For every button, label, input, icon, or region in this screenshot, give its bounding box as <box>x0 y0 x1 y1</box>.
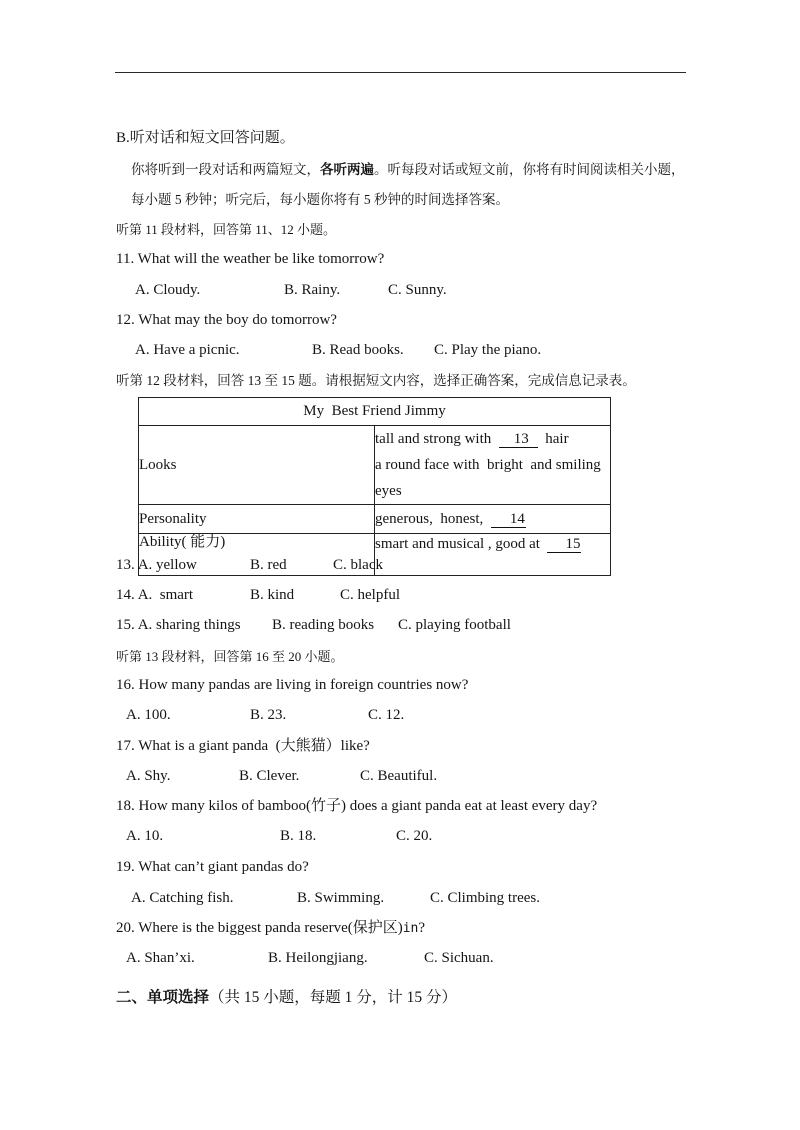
question-number: 15. <box>116 617 135 633</box>
question-16: 16. How many pandas are living in foreign countries now? <box>116 677 469 693</box>
instructions-line-2: 每小题 5 秒钟；听完后，每小题你将有 5 秒钟的时间选择答案。 <box>131 192 509 207</box>
looks-line-1 <box>375 426 610 452</box>
row-value-looks <box>375 426 611 505</box>
question-12-options <box>0 341 800 359</box>
option-a <box>116 616 241 634</box>
header-rule <box>115 72 686 73</box>
option-a-text: A. sharing things <box>137 617 241 633</box>
option-a: A. Shan’xi. <box>126 950 195 966</box>
option-b: B. 23. <box>250 707 287 723</box>
option-c: C. helpful <box>340 587 400 603</box>
table-row <box>139 426 611 505</box>
option-c: C. Sichuan. <box>424 950 494 966</box>
option-c: C. Climbing trees. <box>430 890 540 906</box>
option-b: B. red <box>250 557 287 573</box>
question-18-options <box>0 827 800 845</box>
row-value-personality <box>375 505 611 534</box>
question-17-options <box>0 767 800 785</box>
option-b: B. kind <box>250 587 295 603</box>
question-16-options <box>0 706 800 724</box>
question-11: 11. What will the weather be like tomorrow? <box>116 251 385 267</box>
info-record-table <box>138 397 611 576</box>
question-20-options <box>0 949 800 967</box>
looks-text: tall and strong with <box>375 431 499 447</box>
question-number: 14. <box>116 587 135 603</box>
option-c: C. Sunny. <box>388 282 447 298</box>
question-20-text: 20. Where is the biggest panda reserve(保护区) <box>116 920 403 936</box>
option-b: B. Swimming. <box>297 890 385 906</box>
option-b: B. Rainy. <box>284 282 341 298</box>
question-18: 18. How many kilos of bamboo(竹子) does a giant panda eat at least every day? <box>116 798 598 814</box>
option-a: A. 10. <box>126 828 164 844</box>
looks-text: hair <box>537 431 569 447</box>
section-b-heading: B.听对话和短文回答问题。 <box>116 130 295 146</box>
blank-15: 15 <box>547 537 581 553</box>
passage-intro: 听第 12 段材料，回答 13 至 15 题。请根据短文内容，选择正确答案，完成信息记录表。 <box>116 373 636 388</box>
option-b: B. Clever. <box>239 768 300 784</box>
looks-line-2: a round face with bright and smiling eyes <box>375 457 605 499</box>
section-2-title: 二、单项选择 <box>116 989 210 1006</box>
option-a-text: A. yellow <box>137 557 197 573</box>
option-c: C. Beautiful. <box>360 768 438 784</box>
option-c: C. black <box>333 557 383 573</box>
row-label-personality: Personality <box>139 505 375 534</box>
question-20 <box>116 919 425 938</box>
passage-intro: 听第 13 段材料，回答第 16 至 20 小题。 <box>116 649 344 664</box>
question-19-options <box>0 889 800 907</box>
question-15-options <box>0 616 800 634</box>
option-a: A. Have a picnic. <box>135 342 240 358</box>
option-b: B. reading books <box>272 617 375 633</box>
instructions-text: 你将听到一段对话和两篇短文， <box>131 162 320 177</box>
option-a: A. 100. <box>126 707 171 723</box>
option-b: B. Heilongjiang. <box>268 950 368 966</box>
blank-13: 13 <box>499 432 538 448</box>
passage-intro: 听第 11 段材料，回答第 11、12 小题。 <box>116 222 337 237</box>
option-a <box>116 556 197 574</box>
question-14-options <box>0 586 800 604</box>
option-c: C. 12. <box>368 707 405 723</box>
option-a: A. Cloudy. <box>135 282 201 298</box>
section-2-note: （共 15 小题，每题 1 分，计 15 分） <box>209 989 458 1006</box>
question-number: 13. <box>116 557 135 573</box>
personality-text: generous, honest, <box>375 510 491 527</box>
option-b: B. 18. <box>280 828 317 844</box>
option-c: C. Play the piano. <box>434 342 542 358</box>
option-a-text: A. smart <box>137 587 194 603</box>
question-20-mono-text: in <box>402 921 419 936</box>
row-label-looks: Looks <box>139 426 375 505</box>
instructions-line-1 <box>131 161 685 179</box>
row-label-ability: Ability( 能力) <box>139 534 375 576</box>
instructions-text: 。听每段对话或短文前，你将有时间阅读相关小题， <box>374 162 685 177</box>
option-c: C. 20. <box>396 828 433 844</box>
option-a: A. Catching fish. <box>131 890 234 906</box>
blank-14: 14 <box>491 512 526 528</box>
question-19: 19. What can’t giant pandas do? <box>116 859 309 875</box>
question-11-options <box>0 281 800 299</box>
table-title: My Best Friend Jimmy <box>139 398 611 426</box>
option-a: A. Shy. <box>126 768 171 784</box>
question-13-options <box>0 556 800 574</box>
question-17: 17. What is a giant panda (大熊猫）like? <box>116 738 370 754</box>
option-a <box>116 586 193 604</box>
option-c: C. playing football <box>398 617 511 633</box>
instructions-bold-text: 各听两遍 <box>320 162 374 177</box>
option-b: B. Read books. <box>312 342 404 358</box>
section-2-heading <box>116 989 457 1007</box>
table-row <box>139 505 611 534</box>
table-title-row <box>139 398 611 426</box>
question-20-end: ? <box>418 920 426 936</box>
question-12: 12. What may the boy do tomorrow? <box>116 312 337 328</box>
ability-text: smart and musical , good at <box>375 536 548 552</box>
